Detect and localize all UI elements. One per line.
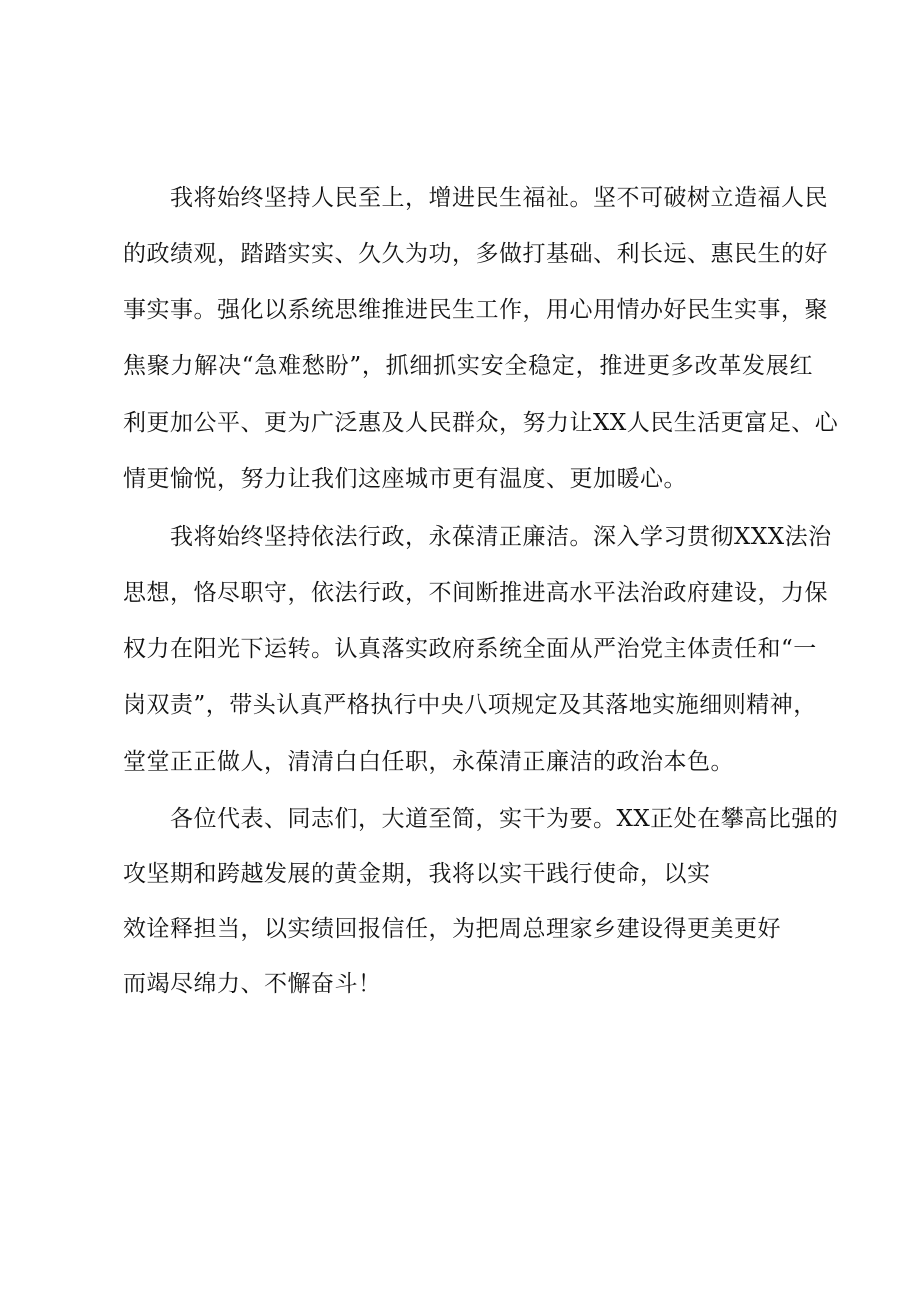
paragraph-2-line-3: 权力在阳光下运转。认真落实政府系统全面从严治党主体责任和“一 [123, 636, 817, 662]
paragraph-1-line-2: 的政绩观，踏踏实实、久久为功，多做打基础、利长远、惠民生的好 [123, 241, 828, 267]
paragraph-2-line-5: 堂堂正正做人，清清白白任职，永葆清正廉洁的政治本色。 [123, 749, 734, 775]
paragraph-3-line-1: 各位代表、同志们，大道至简，实干为要。XX正处在攀高比强的 [170, 806, 839, 832]
paragraph-1-line-6: 情更愉悦，努力让我们这座城市更有温度、更加暖心。 [123, 466, 687, 492]
paragraph-1-line-4: 焦聚力解决“急难愁盼”，抓细抓实安全稳定，推进更多改革发展红 [123, 353, 813, 379]
paragraph-3-line-4: 而竭尽绵力、不懈奋斗！ [123, 971, 382, 997]
paragraph-3-line-2: 攻坚期和跨越发展的黄金期，我将以实干践行使命，以实 [123, 861, 711, 887]
paragraph-2-line-2: 思想，恪尽职守，依法行政，不间断推进高水平法治政府建设，力保 [123, 580, 828, 606]
paragraph-3-line-3: 效诠释担当，以实绩回报信任，为把周总理家乡建设得更美更好 [123, 916, 781, 942]
paragraph-2-line-4: 岗双责”，带头认真严格执行中央八项规定及其落地实施细则精神， [123, 692, 817, 718]
paragraph-2-line-1: 我将始终坚持依法行政，永葆清正廉洁。深入学习贯彻XXX法治 [170, 524, 832, 550]
paragraph-1-line-3: 事实事。强化以系统思维推进民生工作，用心用情办好民生实事，聚 [123, 297, 828, 323]
paragraph-1-line-1: 我将始终坚持人民至上，增进民生福祉。坚不可破树立造福人民 [170, 185, 828, 211]
paragraph-1-line-5: 利更加公平、更为广泛惠及人民群众，努力让XX人民生活更富足、心 [123, 410, 839, 436]
